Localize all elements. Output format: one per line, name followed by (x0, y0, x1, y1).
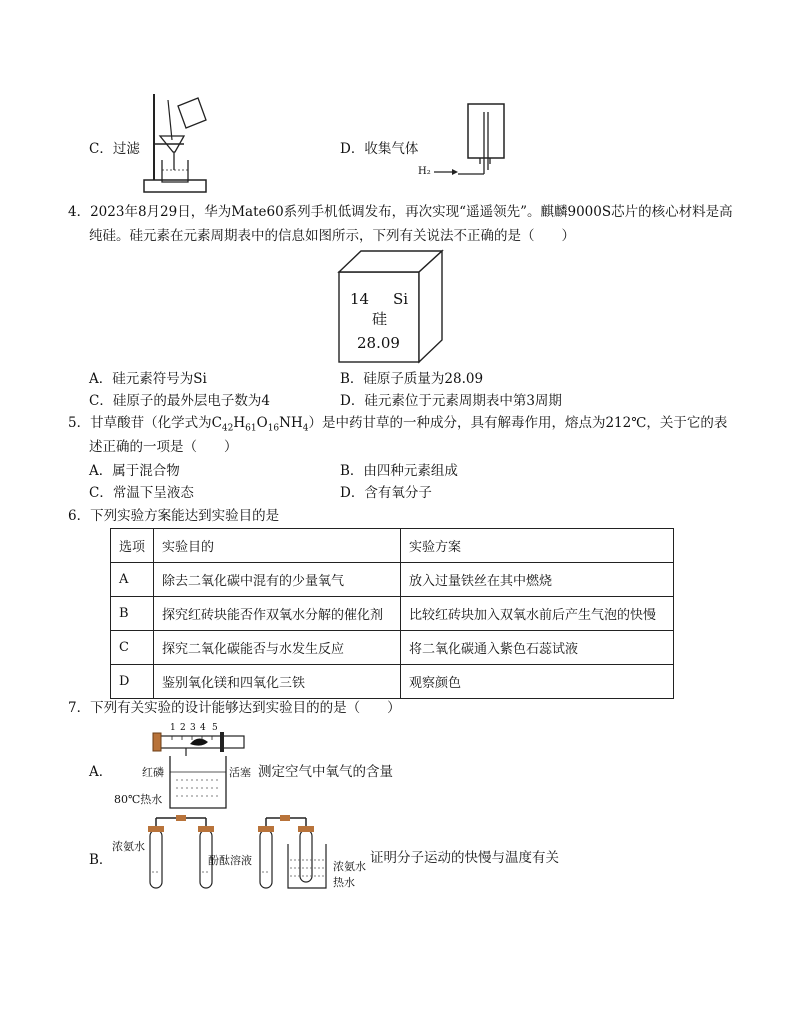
label-ammonia-1: 浓氨水 (112, 840, 145, 853)
table-header-cell: 选项 (111, 529, 154, 563)
table-cell: 探究二氧化碳能否与水发生反应 (154, 631, 401, 665)
table-header-cell: 实验目的 (154, 529, 401, 563)
q7-option-b-text: 证明分子运动的快慢与温度有关 (370, 850, 559, 866)
q5-option-a: A．属于混合物 (89, 463, 180, 479)
table-cell: A (111, 563, 154, 597)
element-name: 硅 (372, 310, 388, 328)
scale-label-5: 5 (212, 723, 218, 733)
label-hot-water-80: 80℃热水 (114, 793, 163, 806)
table-row (111, 631, 674, 665)
table-cell: 除去二氧化碳中混有的少量氧气 (154, 563, 401, 597)
q7-stem: 7．下列有关实验的设计能够达到实验目的的是（ ） (68, 700, 401, 716)
table-cell: 比较红砖块加入双氧水前后产生气泡的快慢 (401, 597, 674, 631)
table-cell: 观察颜色 (401, 665, 674, 699)
filtration-apparatus-diagram (140, 90, 210, 196)
table-header-row (111, 529, 674, 563)
scale-label-3: 3 (190, 723, 196, 733)
scale-label-1: 1 (170, 723, 176, 733)
table-row (111, 665, 674, 699)
table-header-cell: 实验方案 (401, 529, 674, 563)
table-cell: C (111, 631, 154, 665)
table-cell: D (111, 665, 154, 699)
element-atomic-number: 14 (350, 290, 370, 308)
q3-option-c: C．过滤 (89, 141, 140, 157)
label-hot-water: 热水 (333, 876, 355, 889)
gas-label: H₂ (418, 166, 431, 177)
q6-stem: 6．下列实验方案能达到实验目的是 (68, 508, 280, 524)
table-cell: 探究红砖块能否作双氧水分解的催化剂 (154, 597, 401, 631)
q5-option-b: B．由四种元素组成 (340, 463, 458, 479)
scale-label-4: 4 (200, 723, 206, 733)
q3-option-d: D．收集气体 (340, 141, 419, 157)
label-phenolphthalein: 酚酞溶液 (208, 854, 252, 867)
q7-option-a-text: 测定空气中氧气的含量 (258, 764, 393, 780)
table-cell: B (111, 597, 154, 631)
q7-option-a-letter: A． (89, 764, 113, 780)
q5-option-d: D．含有氧分子 (340, 485, 432, 501)
table-row (111, 597, 674, 631)
element-mass: 28.09 (357, 334, 400, 352)
label-red-phosphorus: 红磷 (142, 766, 164, 779)
q4-stem-line-2: 纯硅。硅元素在元素周期表中的信息如图所示，下列有关说法不正确的是（ ） (89, 228, 575, 244)
label-valve: 活塞 (229, 766, 251, 779)
q4-option-a: A．硅元素符号为Si (89, 371, 207, 387)
q5-stem-line-1: 5．甘草酸苷（化学式为$C_{42}H_{61}O_{16}NH_4$）是中药甘草的一种成分，具有解毒作用，熔点为212℃，关于它的表 (68, 415, 728, 434)
q7-option-b-letter: B． (89, 852, 113, 868)
scale-label-2: 2 (180, 723, 186, 733)
q4-stem-line-1: 4．2023年8月29日，华为Mate60系列手机低调发布，再次实现“遥遥领先”。麒麟9000S芯片的核心材料是高 (68, 204, 733, 220)
table-cell: 放入过量铁丝在其中燃烧 (401, 563, 674, 597)
q5-option-c: C．常温下呈液态 (89, 485, 194, 501)
q4-option-d: D．硅元素位于元素周期表中第3周期 (340, 393, 562, 409)
table-row (111, 563, 674, 597)
q4-option-b: B．硅原子质量为28.09 (340, 371, 484, 387)
table-cell: 鉴别氧化镁和四氧化三铁 (154, 665, 401, 699)
q5-stem-line-2: 述正确的一项是（ ） (89, 439, 238, 455)
table-cell: 将二氧化碳通入紫色石蕊试液 (401, 631, 674, 665)
element-symbol: Si (393, 290, 409, 308)
experiment-plan-table (110, 528, 674, 699)
q4-option-c: C．硅原子的最外层电子数为4 (89, 393, 270, 409)
label-ammonia-2: 浓氨水 (333, 860, 366, 873)
